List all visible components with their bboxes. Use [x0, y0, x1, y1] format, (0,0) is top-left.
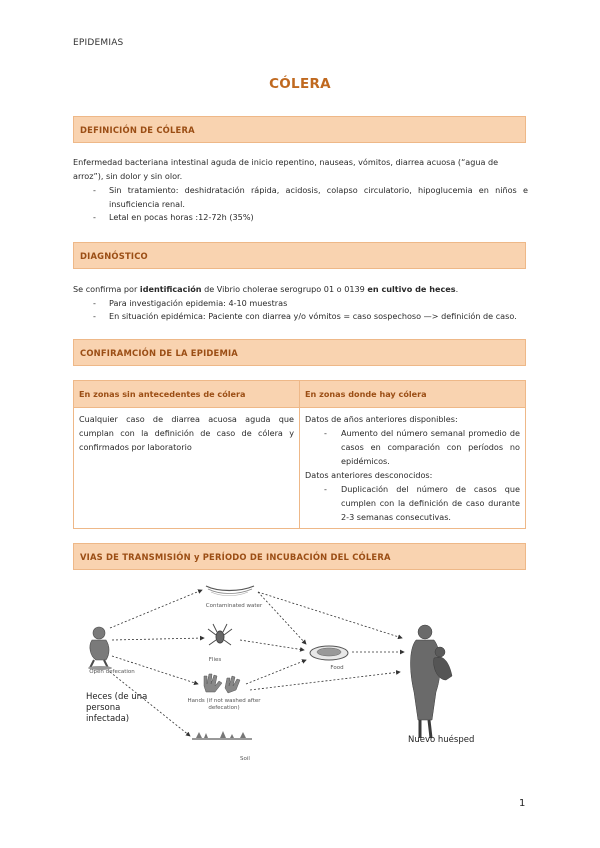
- diagnostico-intro: [73, 283, 528, 297]
- label-flies: Flies: [208, 657, 222, 663]
- confirmacion-col1-header: En zonas sin antecedentes de cólera: [74, 381, 300, 408]
- diagnostico-bullet-1: - Para investigación epidemia: 4-10 muestras: [73, 297, 528, 311]
- document-header: EPIDEMIAS: [73, 38, 124, 48]
- label-contaminated-water: Contaminated water: [205, 603, 263, 609]
- new-host-figure: [411, 625, 453, 738]
- heces-caption: Heces (de una persona infectada): [86, 692, 148, 724]
- confirmacion-table-row: [74, 408, 526, 529]
- confirmacion-col2-bullet-1: - Aumento del número semanal promedio de casos en comparación con períodos no epidémicos.: [305, 426, 520, 468]
- label-soil: Soil: [240, 756, 250, 762]
- hands-icon: [204, 674, 240, 693]
- confirmacion-col1-cell: Cualquier caso de diarrea acuosa aguda que cumplan con la definición de caso de cólera y confirmados por laboratorio: [74, 408, 300, 529]
- confirmacion-col2-cell: [300, 408, 526, 529]
- page-number: 1: [519, 798, 526, 809]
- section-heading-vias: VIAS DE TRANSMISIÓN y PERÍODO DE INCUBACIÓN DEL CÓLERA: [73, 543, 526, 570]
- confirmacion-col2-header: En zonas donde hay cólera: [300, 381, 526, 408]
- definicion-intro: Enfermedad bacteriana intestinal aguda de inicio repentino, nauseas, vómitos, diarrea acuosa (“agua de arroz”), sin dolor y sin olor.: [73, 157, 499, 181]
- diagnostico-bullet-2: - En situación epidémica: Paciente con diarrea y/o vómitos = caso sospechoso —> definición de caso.: [73, 310, 528, 324]
- diagnostico-body: [73, 283, 528, 324]
- definicion-bullet-1: - Sin tratamiento: deshidratación rápida, acidosis, colapso circulatorio, hipoglucemia en niños e insuficiencia renal.: [73, 184, 528, 211]
- confirmacion-table: [73, 380, 526, 529]
- food-plate-icon: [310, 646, 348, 660]
- section-heading-definicion: DEFINICIÓN DE CÓLERA: [73, 116, 526, 143]
- confirmacion-col2-bullet-2: - Duplicación del número de casos que cumplen con la definición de caso durante 2-3 semanas consecutivas.: [305, 482, 520, 524]
- open-defecation-figure: [88, 627, 112, 670]
- fly-icon: [208, 624, 232, 645]
- confirmacion-col2-label-1: Datos de años anteriores disponibles:: [305, 414, 458, 424]
- definicion-body: [73, 156, 528, 225]
- diagnostico-intro-bold-cultivo: en cultivo de heces: [367, 284, 456, 294]
- section-heading-confirmacion: CONFIRAMCIÓN DE LA EPIDEMIA: [73, 339, 526, 366]
- label-hands: Hands (if not washed after defecation): [187, 698, 261, 711]
- label-open-defecation: Open defecation: [89, 669, 135, 675]
- diagnostico-intro-mid: de Vibrio cholerae serogrupo 01 o 0139: [201, 284, 368, 294]
- confirmacion-table-header-row: [74, 381, 526, 408]
- page-title: CÓLERA: [269, 76, 331, 92]
- soil-icon: [192, 731, 252, 740]
- water-icon: [206, 586, 254, 596]
- diagnostico-intro-prefix: Se confirma por: [73, 284, 140, 294]
- diagnostico-intro-bold-identificacion: identificación: [139, 284, 202, 294]
- label-food: Food: [330, 665, 344, 671]
- definicion-bullet-2: - Letal en pocas horas :12-72h (35%): [73, 211, 528, 225]
- nuevo-huesped-caption: Nuevo huésped: [408, 735, 475, 745]
- confirmacion-col2-label-2: Datos anteriores desconocidos:: [305, 470, 433, 480]
- section-heading-diagnostico: DIAGNÓSTICO: [73, 242, 526, 269]
- diagnostico-intro-suffix: .: [455, 284, 459, 294]
